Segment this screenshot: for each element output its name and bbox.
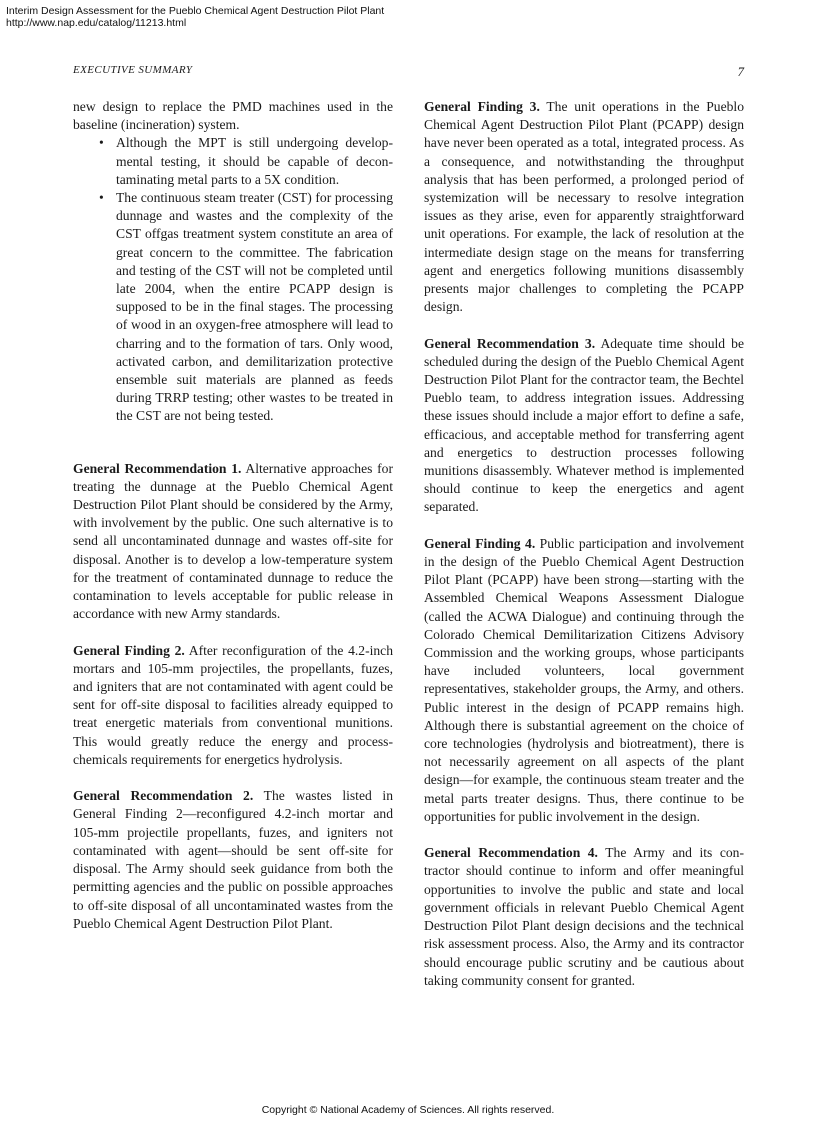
general-finding-3 [424,98,744,316]
recommendation-4-text: The Army and its contractor should continue to inform and offer meaningful opportunities to involve the public and state and local government officials in relevant Pueblo Chemical Agent Destruction Pilot Plant design decisions and the technical risk assessment process. Also, the Army and its contractor should encourage public scrutiny and be cautious about taking community consent for granted. [424,845,744,988]
recommendation-1-text: Alternative approaches for treating the dunnage at the Pueblo Chemical Agent Destruction Pilot Plant should be considered by the Army, with involvement by the public. One such alternative is to send all uncontaminated dunnage and wastes off-site for disposal. Another is to develop a low-temperature system for the treatment of contaminated dunnage to reduce the contamination to levels acceptable for public release in accordance with new Army standards. [73,460,393,622]
finding-2-label: General Finding 2. [73,642,185,658]
recommendation-3-label: General Recommendation 3. [424,335,596,351]
recommendation-1-label: General Recommendation 1. [73,460,242,476]
finding-3-text: The unit operations in the Pueblo Chemical Agent Destruction Pilot Plant (PCAPP) design have never been operated as a total, integrated process. As a consequence, and notwithstanding the throughput analysis that has been performed, a prolonged period of systemization will be necessary to resolve integration issues as they arise, even for apparently straightforward unit operations. For example, the lack of resolution at the intermediate design stage on the means for transferring agent and energetics following munitions disassembly presents major challenges to completing the PCAPP design. [424,99,745,315]
recommendation-2-label: General Recommendation 2. [73,788,254,804]
finding-3-label: General Finding 3. [424,99,540,114]
document-url[interactable]: http://www.nap.edu/catalog/11213.html [6,17,187,29]
general-recommendation-1 [73,460,393,624]
bullet-list [73,134,393,425]
general-recommendation-3 [424,335,744,517]
general-recommendation-4 [424,844,744,990]
page-number: 7 [737,64,744,79]
document-title: Interim Design Assessment for the Pueblo Chemical Agent Destruction Pilot Plant [6,5,385,17]
copyright-footer: Copyright © National Academy of Sciences. All rights reserved. [261,1104,555,1116]
recommendation-4-label: General Recommendation 4. [424,845,598,861]
running-head [73,64,744,80]
document-header [6,5,384,29]
continued-text: new design to replace the PMD machines used in the baseline (incineration) system. [73,99,393,133]
recommendation-2-text: The wastes listed in General Finding 2—reconfigured 4.2-inch mortar and 105-mm projectile propellants, fuzes, and igniters not contaminated with agent—should be sent off-site for disposal. The Army should seek guidance from both the permitting agencies and the public on possible approaches to off-site disposal of all uncontaminated wastes from the Pueblo Chemical Agent Destruction Pilot Plant. [73,788,393,931]
general-finding-4 [424,535,744,826]
finding-4-text: Public participation and involvement in the design of the Pueblo Chemical Agent Destruction Pilot Plant (PCAPP) have been strong—starting with the Assembled Chemical Weapons Assessment Dialogue (called the ACWA Dialogue) and continuing through the Colorado Chemical Demilitarization Citizens Advisory Commission and the working groups, whose participants have included volunteers, local government representatives, stakeholder groups, the Army, and others. Public interest in the design of PCAPP remains high. Although there is substantial agreement on the choice of core technologies (hydrolysis and biotreatment), there is not necessarily agreement on all aspects of the plant design—for example, the continuous steam treater and the metal parts treater designs. Thus, there continue to be opportunities for public involvement in the design. [424,535,744,824]
finding-2-text: After reconfiguration of the 4.2-inch mortars and 105-mm projectiles, the propellants, fuzes, and igniters that are not contaminated with agent could be sent for off-site disposal to facilities already equipped to treat energetic materials from conventional munitions. This would greatly reduce the energy and process-chemicals requirements for energetics hydrolysis. [73,642,394,767]
left-column [73,98,393,951]
general-finding-2 [73,642,393,769]
right-column [424,98,744,1008]
bullet-item-cst: • The continuous steam treater (CST) for processing dunnage and wastes and the complexity of the CST offgas treatment system constitute an area of great concern to the committee. The fabrication and testing of the CST will not be completed until late 2004, when the entire PCAPP design is supposed to be in the final stages. The processing of wood in an oxygen-free atmosphere will lead to charring and to the formation of tars. Only wood, activated carbon, and demilitarization protective ensemble suit materials are planned as feeds during TRRP testing; other wastes to be treated in the CST are not being tested. [73,189,393,426]
finding-4-label: General Finding 4. [424,535,536,551]
recommendation-3-text: Adequate time should be scheduled during the design of the Pueblo Chemical Agent Destruction Pilot Plant for the contractor team, the Bechtel Pueblo team, to address integration issues. Addressing these issues should include a major effort to define a safe, efficacious, and acceptable method for transferring agent and energetics to destruction processes following munitions disassembly. Whatever method is implemented should continue to keep the energetics and agent separated. [424,335,744,515]
bullet-item-mpt: • Although the MPT is still undergoing developmental testing, it should be capable of decontaminating metal parts to a 5X condition. [73,134,393,189]
general-recommendation-2 [73,787,393,933]
section-title: EXECUTIVE SUMMARY [73,64,193,76]
